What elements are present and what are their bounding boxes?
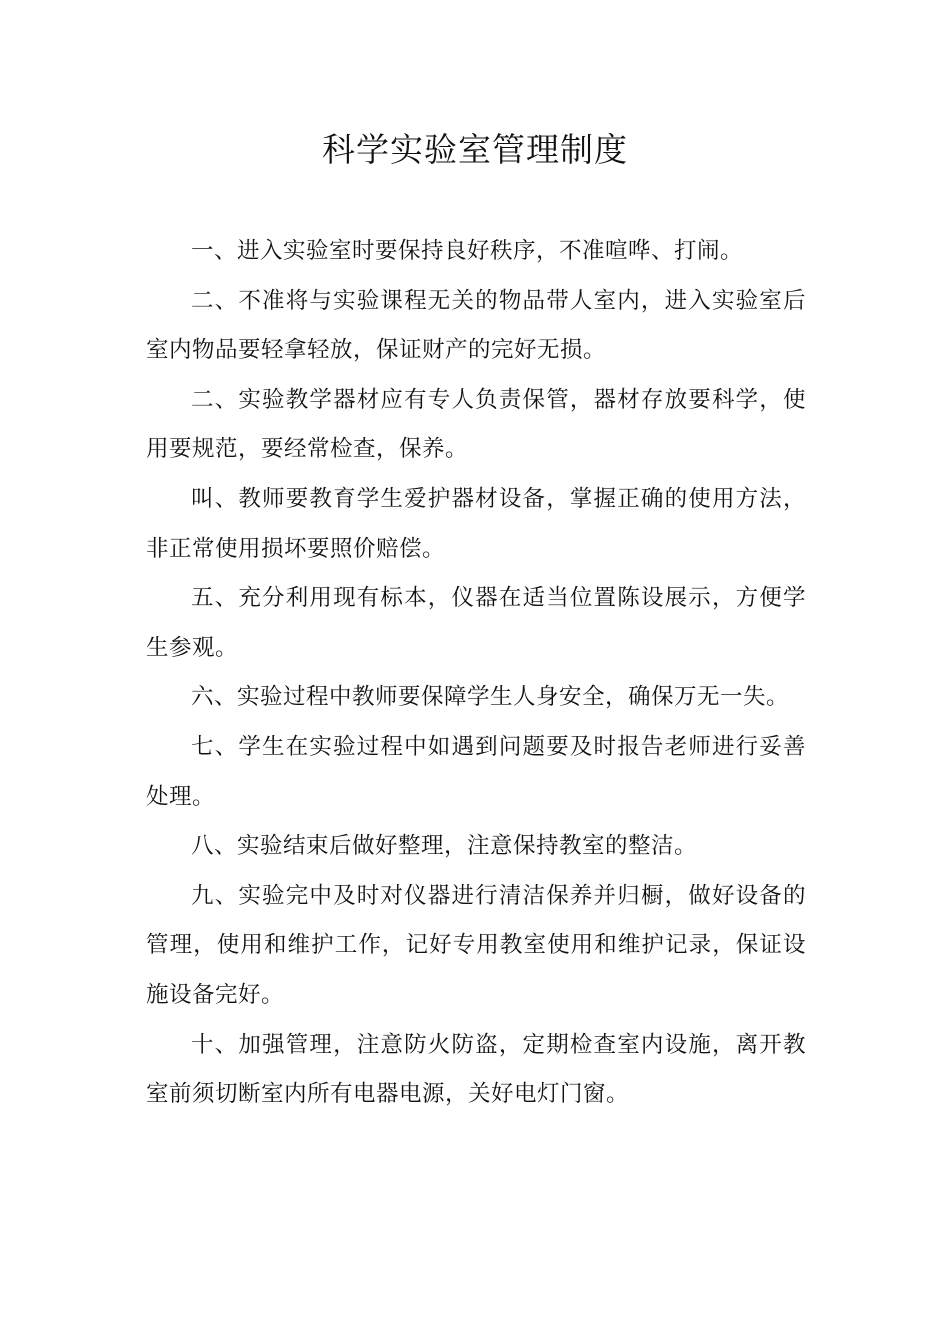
rule-paragraph-1: 一、进入实验室时要保持良好秩序，不准喧哗、打闹。 bbox=[191, 238, 744, 264]
document-title: 科学实验室管理制度 bbox=[322, 130, 628, 169]
rule-paragraph-6: 六、实验过程中教师要保障学生人身安全，确保万无一失。 bbox=[191, 684, 790, 711]
rule-paragraph-5: 五、充分利用现有标本，仪器在适当位置陈设展示，方便学生参观。 bbox=[146, 585, 806, 661]
document-body bbox=[146, 227, 806, 1120]
rule-paragraph-9: 九、实验完中及时对仪器进行清洁保养并归橱，做好设备的管理，使用和维护工作，记好专用教室使用和维护记录，保证设施设备完好。 bbox=[146, 882, 806, 1008]
rule-paragraph-8: 八、实验结束后做好整理，注意保持教室的整洁。 bbox=[191, 833, 698, 860]
rule-paragraph-4: 叫、教师要教育学生爱护器材设备，掌握正确的使用方法，非正常使用损坏要照价赔偿。 bbox=[146, 485, 806, 562]
rule-paragraph-10: 十、加强管理，注意防火防盗，定期检查室内设施，离开教室前须切断室内所有电器电源，关好电灯门窗。 bbox=[146, 1031, 806, 1108]
rule-paragraph-2: 二、不准将与实验课程无关的物品带人室内，进入实验室后室内物品要轻拿轻放，保证财产的完好无损。 bbox=[146, 287, 806, 364]
rule-paragraph-3: 二、实验教学器材应有专人负责保管，器材存放要科学，使用要规范，要经常检查，保养。 bbox=[146, 386, 806, 463]
rule-paragraph-7: 七、学生在实验过程中如遇到问题要及时报告老师进行妥善处理。 bbox=[146, 733, 806, 810]
